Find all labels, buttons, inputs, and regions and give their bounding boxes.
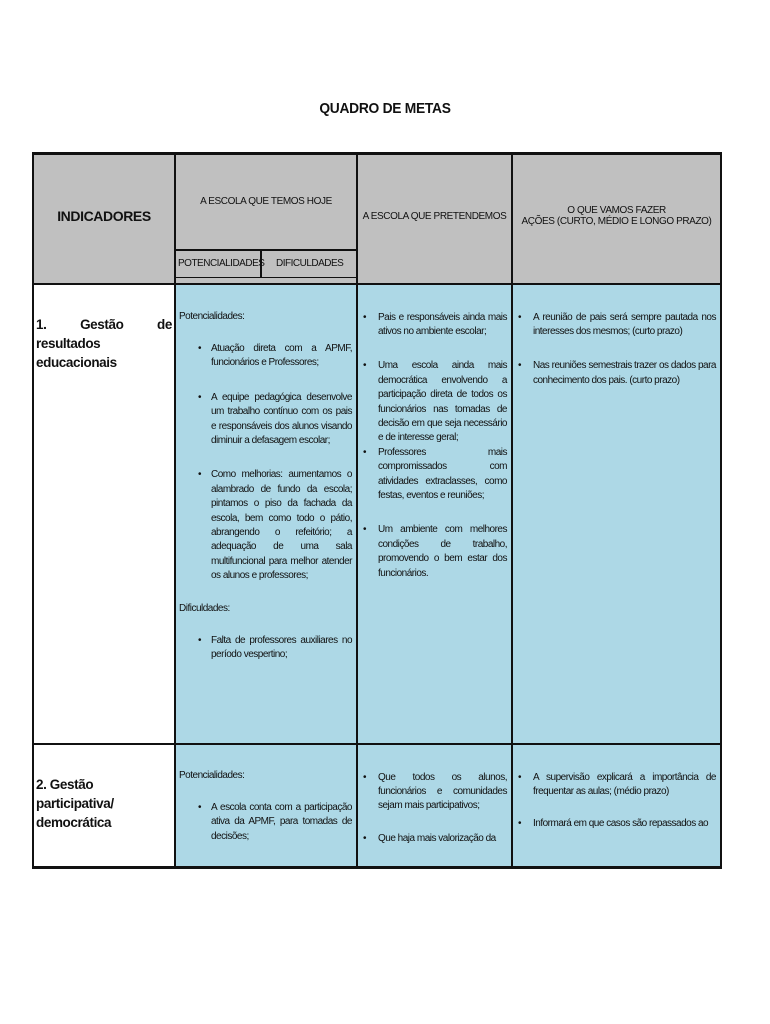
header-escola-hoje-label: A ESCOLA QUE TEMOS HOJE	[200, 196, 332, 208]
list-item: • A supervisão explicará a importância de frequentar as aulas; (médio prazo)	[518, 771, 716, 797]
subheader-potencialidades: POTENCIALIDADES	[175, 250, 261, 278]
list-item: • A equipe pedagógica desenvolve um trabalho contínuo com os pais e responsáveis dos alunos visando diminuir a defasagem escolar;	[198, 391, 352, 446]
goals-table	[32, 152, 722, 869]
header-o-que-fazer	[512, 154, 721, 278]
list-item: • Atuação direta com a APMF, funcionários e Professores;	[198, 342, 352, 369]
header-escola-pretendemos: A ESCOLA QUE PRETENDEMOS	[357, 154, 512, 278]
list-item: • Como melhorias: aumentamos o alambrado de fundo da escola; pintamos o piso da fachada da escola, bem como todo o pátio, abrangendo o refeitório; a adequação de uma sala multifuncional para melhor atender os alunos e professores;	[198, 469, 352, 582]
list-item: • Pais e responsáveis ainda mais ativos no ambiente escolar;	[363, 311, 507, 337]
escola-hoje-cell	[175, 284, 357, 744]
list-item: • Professores mais compromissados com atividades extraclasses, como festas, eventos e reuniões;	[363, 446, 507, 501]
escola-pretendemos-cell	[357, 284, 512, 744]
list-item: • Um ambiente com melhores condições de trabalho, promovendo o bem estar dos funcionários.	[363, 524, 507, 579]
indicator-cell	[33, 284, 175, 744]
potencialidades-label: Potencialidades:	[179, 769, 245, 781]
acoes-cell	[512, 744, 721, 868]
list-item: • Que todos os alunos, funcionários e comunidades sejam mais participativos;	[363, 771, 507, 812]
list-item: • A escola conta com a participação ativa da APMF, para tomadas de decisões;	[198, 801, 352, 842]
document-title: QUADRO DE METAS	[319, 100, 451, 117]
indicator-label: 1. Gestão de resultados educacionais	[36, 316, 172, 370]
list-item: • Nas reuniões semestrais trazer os dados para conhecimento dos pais. (curto prazo)	[518, 360, 716, 386]
header-o-que-fazer-line1: O QUE VAMOS FAZER	[567, 205, 666, 216]
table-row	[33, 284, 721, 744]
potencialidades-label: Potencialidades:	[179, 310, 245, 322]
list-item: • Falta de professores auxiliares no período vespertino;	[198, 635, 352, 661]
header-indicadores: INDICADORES	[33, 154, 175, 278]
list-item: • A reunião de pais será sempre pautada nos interesses dos mesmos; (curto prazo)	[518, 311, 716, 337]
escola-hoje-cell	[175, 744, 357, 868]
indicator-cell	[33, 744, 175, 868]
list-item: • Uma escola ainda mais democrática envolvendo a participação direta de todos os funcionários nas tomadas de decisão em que seja necessário e de interesse geral;	[363, 360, 507, 444]
indicator-label: 2. Gestão participativa/ democrática	[36, 776, 114, 830]
dificuldades-label: Dificuldades:	[179, 602, 230, 614]
subheader-dificuldades: DIFICULDADES	[261, 250, 357, 278]
header-escola-hoje	[175, 154, 357, 250]
escola-pretendemos-cell	[357, 744, 512, 868]
list-item: • Informará em que casos são repassados ao	[518, 818, 709, 830]
header-o-que-fazer-line2: AÇÕES (CURTO, MÉDIO E LONGO PRAZO)	[521, 216, 712, 227]
list-item: • Que haja mais valorização da	[363, 832, 496, 844]
acoes-cell	[512, 284, 721, 744]
table-row	[33, 744, 721, 868]
